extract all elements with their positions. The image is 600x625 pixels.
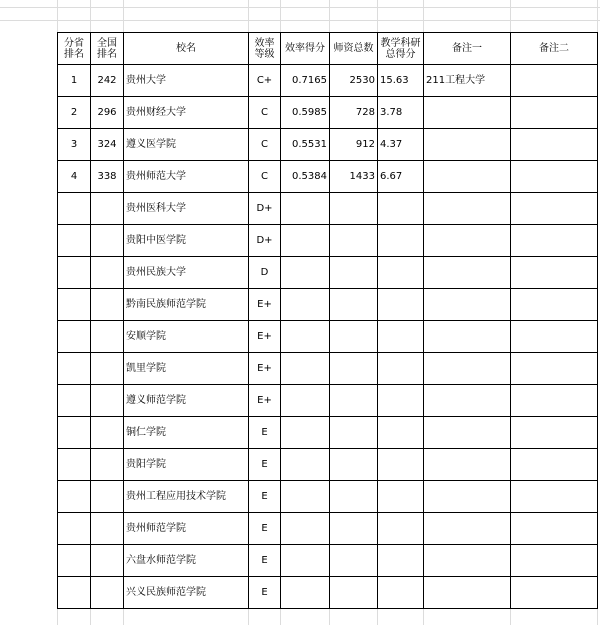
table-row xyxy=(58,193,598,225)
cell-school-name[interactable]: 贵州工程应用技术学院 xyxy=(124,481,249,513)
cell-teach-score[interactable]: 6.67 xyxy=(378,161,424,193)
cell-eff-score[interactable]: 0.5985 xyxy=(281,97,330,129)
cell-faculty[interactable] xyxy=(330,225,378,257)
table-row xyxy=(58,225,598,257)
cell-school-name[interactable]: 贵州财经大学 xyxy=(124,97,249,129)
cell-nat-rank[interactable]: 338 xyxy=(91,161,124,193)
cell-teach-score[interactable] xyxy=(378,545,424,577)
cell-eff-score[interactable] xyxy=(281,449,330,481)
cell-note1[interactable] xyxy=(424,321,511,353)
cell-eff-score[interactable]: 0.5531 xyxy=(281,129,330,161)
cell-eff-score[interactable] xyxy=(281,417,330,449)
cell-teach-score[interactable] xyxy=(378,417,424,449)
cell-grade[interactable]: E+ xyxy=(249,289,281,321)
cell-note2[interactable] xyxy=(511,449,598,481)
cell-prov-rank[interactable] xyxy=(58,225,91,257)
cell-teach-score[interactable] xyxy=(378,353,424,385)
cell-nat-rank[interactable]: 324 xyxy=(91,129,124,161)
cell-grade[interactable]: E xyxy=(249,449,281,481)
cell-nat-rank[interactable] xyxy=(91,321,124,353)
cell-grade[interactable]: E+ xyxy=(249,353,281,385)
table-row xyxy=(58,417,598,449)
cell-school-name[interactable]: 贵阳中医学院 xyxy=(124,225,249,257)
cell-note2[interactable] xyxy=(511,353,598,385)
cell-eff-score[interactable] xyxy=(281,513,330,545)
cell-faculty[interactable]: 912 xyxy=(330,129,378,161)
table-row xyxy=(58,577,598,609)
cell-nat-rank[interactable] xyxy=(91,417,124,449)
table-row xyxy=(58,129,598,161)
cell-prov-rank[interactable]: 2 xyxy=(58,97,91,129)
cell-teach-score[interactable]: 15.63 xyxy=(378,65,424,97)
cell-faculty[interactable] xyxy=(330,385,378,417)
table-row xyxy=(58,289,598,321)
cell-teach-score[interactable] xyxy=(378,513,424,545)
cell-nat-rank[interactable] xyxy=(91,449,124,481)
cell-teach-score[interactable] xyxy=(378,225,424,257)
cell-grade[interactable]: C xyxy=(249,161,281,193)
cell-eff-score[interactable] xyxy=(281,321,330,353)
cell-eff-score[interactable] xyxy=(281,193,330,225)
cell-prov-rank[interactable] xyxy=(58,353,91,385)
table-row xyxy=(58,449,598,481)
cell-nat-rank[interactable] xyxy=(91,385,124,417)
table-row xyxy=(58,97,598,129)
cell-faculty[interactable] xyxy=(330,513,378,545)
cell-prov-rank[interactable] xyxy=(58,289,91,321)
table-row xyxy=(58,545,598,577)
cell-faculty[interactable] xyxy=(330,321,378,353)
cell-prov-rank[interactable] xyxy=(58,193,91,225)
cell-note1[interactable] xyxy=(424,225,511,257)
cell-prov-rank[interactable]: 4 xyxy=(58,161,91,193)
header-teach-score[interactable]: 教学科研 总得分 xyxy=(378,33,424,65)
cell-faculty[interactable] xyxy=(330,449,378,481)
cell-prov-rank[interactable] xyxy=(58,513,91,545)
cell-nat-rank[interactable] xyxy=(91,577,124,609)
cell-note1[interactable] xyxy=(424,193,511,225)
cell-teach-score[interactable] xyxy=(378,257,424,289)
cell-faculty[interactable] xyxy=(330,545,378,577)
cell-teach-score[interactable] xyxy=(378,193,424,225)
cell-faculty[interactable] xyxy=(330,193,378,225)
cell-note2[interactable] xyxy=(511,385,598,417)
cell-prov-rank[interactable] xyxy=(58,481,91,513)
cell-school-name[interactable]: 兴义民族师范学院 xyxy=(124,577,249,609)
cell-note2[interactable] xyxy=(511,129,598,161)
header-grade[interactable]: 效率 等级 xyxy=(249,33,281,65)
cell-faculty[interactable] xyxy=(330,577,378,609)
cell-school-name[interactable]: 贵州民族大学 xyxy=(124,257,249,289)
cell-school-name[interactable]: 六盘水师范学院 xyxy=(124,545,249,577)
cell-note1[interactable]: 211工程大学 xyxy=(424,65,511,97)
table-row xyxy=(58,513,598,545)
cell-teach-score[interactable]: 3.78 xyxy=(378,97,424,129)
cell-note2[interactable] xyxy=(511,481,598,513)
cell-grade[interactable]: E+ xyxy=(249,321,281,353)
cell-school-name[interactable]: 贵阳学院 xyxy=(124,449,249,481)
cell-eff-score[interactable] xyxy=(281,385,330,417)
cell-note1[interactable] xyxy=(424,257,511,289)
cell-faculty[interactable]: 728 xyxy=(330,97,378,129)
table-row xyxy=(58,353,598,385)
cell-note1[interactable] xyxy=(424,449,511,481)
table-row xyxy=(58,161,598,193)
header-nat-rank[interactable]: 全国 排名 xyxy=(91,33,124,65)
cell-note1[interactable] xyxy=(424,545,511,577)
cell-teach-score[interactable] xyxy=(378,481,424,513)
cell-school-name[interactable]: 贵州医科大学 xyxy=(124,193,249,225)
header-name[interactable]: 校名 xyxy=(124,33,249,65)
cell-school-name[interactable]: 铜仁学院 xyxy=(124,417,249,449)
cell-eff-score[interactable] xyxy=(281,225,330,257)
cell-eff-score[interactable] xyxy=(281,289,330,321)
cell-grade[interactable]: E xyxy=(249,545,281,577)
cell-note1[interactable] xyxy=(424,513,511,545)
cell-teach-score[interactable] xyxy=(378,449,424,481)
cell-note2[interactable] xyxy=(511,161,598,193)
university-ranking-table xyxy=(57,32,598,609)
header-row xyxy=(58,33,598,65)
cell-note2[interactable] xyxy=(511,577,598,609)
header-note1[interactable]: 备注一 xyxy=(424,33,511,65)
cell-note2[interactable] xyxy=(511,65,598,97)
cell-faculty[interactable] xyxy=(330,417,378,449)
cell-eff-score[interactable] xyxy=(281,257,330,289)
table-row xyxy=(58,65,598,97)
cell-eff-score[interactable]: 0.7165 xyxy=(281,65,330,97)
cell-faculty[interactable] xyxy=(330,353,378,385)
cell-grade[interactable]: D+ xyxy=(249,225,281,257)
cell-teach-score[interactable] xyxy=(378,577,424,609)
cell-grade[interactable]: C xyxy=(249,97,281,129)
cell-note2[interactable] xyxy=(511,417,598,449)
cell-nat-rank[interactable]: 242 xyxy=(91,65,124,97)
cell-prov-rank[interactable]: 1 xyxy=(58,65,91,97)
cell-nat-rank[interactable] xyxy=(91,353,124,385)
cell-prov-rank[interactable] xyxy=(58,577,91,609)
cell-faculty[interactable] xyxy=(330,257,378,289)
cell-prov-rank[interactable] xyxy=(58,417,91,449)
cell-note2[interactable] xyxy=(511,289,598,321)
cell-note2[interactable] xyxy=(511,513,598,545)
cell-eff-score[interactable] xyxy=(281,545,330,577)
cell-note2[interactable] xyxy=(511,257,598,289)
cell-grade[interactable]: E xyxy=(249,577,281,609)
cell-school-name[interactable]: 凯里学院 xyxy=(124,353,249,385)
cell-nat-rank[interactable] xyxy=(91,481,124,513)
cell-eff-score[interactable] xyxy=(281,353,330,385)
cell-nat-rank[interactable]: 296 xyxy=(91,97,124,129)
cell-teach-score[interactable] xyxy=(378,289,424,321)
cell-grade[interactable]: C+ xyxy=(249,65,281,97)
cell-nat-rank[interactable] xyxy=(91,289,124,321)
cell-nat-rank[interactable] xyxy=(91,193,124,225)
cell-school-name[interactable]: 贵州师范大学 xyxy=(124,161,249,193)
cell-nat-rank[interactable] xyxy=(91,513,124,545)
cell-prov-rank[interactable]: 3 xyxy=(58,129,91,161)
header-faculty[interactable]: 师资总数 xyxy=(330,33,378,65)
cell-nat-rank[interactable] xyxy=(91,257,124,289)
cell-school-name[interactable]: 遵义医学院 xyxy=(124,129,249,161)
cell-note2[interactable] xyxy=(511,97,598,129)
cell-note1[interactable] xyxy=(424,417,511,449)
cell-note1[interactable] xyxy=(424,161,511,193)
table-row xyxy=(58,321,598,353)
header-note2[interactable]: 备注二 xyxy=(511,33,598,65)
cell-nat-rank[interactable] xyxy=(91,545,124,577)
cell-grade[interactable]: E xyxy=(249,513,281,545)
cell-prov-rank[interactable] xyxy=(58,257,91,289)
cell-faculty[interactable]: 1433 xyxy=(330,161,378,193)
cell-grade[interactable]: E xyxy=(249,481,281,513)
cell-prov-rank[interactable] xyxy=(58,545,91,577)
cell-faculty[interactable] xyxy=(330,481,378,513)
cell-note1[interactable] xyxy=(424,289,511,321)
cell-grade[interactable]: D xyxy=(249,257,281,289)
cell-teach-score[interactable] xyxy=(378,385,424,417)
cell-grade[interactable]: C xyxy=(249,129,281,161)
cell-school-name[interactable]: 安顺学院 xyxy=(124,321,249,353)
cell-nat-rank[interactable] xyxy=(91,225,124,257)
cell-note1[interactable] xyxy=(424,129,511,161)
cell-note1[interactable] xyxy=(424,577,511,609)
cell-note2[interactable] xyxy=(511,193,598,225)
cell-school-name[interactable]: 贵州师范学院 xyxy=(124,513,249,545)
cell-prov-rank[interactable] xyxy=(58,449,91,481)
table-row xyxy=(58,385,598,417)
cell-grade[interactable]: E+ xyxy=(249,385,281,417)
cell-school-name[interactable]: 遵义师范学院 xyxy=(124,385,249,417)
cell-eff-score[interactable] xyxy=(281,481,330,513)
cell-note1[interactable] xyxy=(424,97,511,129)
cell-school-name[interactable]: 贵州大学 xyxy=(124,65,249,97)
table-row xyxy=(58,257,598,289)
cell-note2[interactable] xyxy=(511,321,598,353)
cell-grade[interactable]: D+ xyxy=(249,193,281,225)
cell-teach-score[interactable] xyxy=(378,321,424,353)
cell-eff-score[interactable]: 0.5384 xyxy=(281,161,330,193)
cell-grade[interactable]: E xyxy=(249,417,281,449)
cell-note1[interactable] xyxy=(424,385,511,417)
cell-note1[interactable] xyxy=(424,481,511,513)
table-row xyxy=(58,481,598,513)
cell-faculty[interactable]: 2530 xyxy=(330,65,378,97)
header-eff-score[interactable]: 效率得分 xyxy=(281,33,330,65)
cell-note2[interactable] xyxy=(511,225,598,257)
header-prov-rank[interactable]: 分省 排名 xyxy=(58,33,91,65)
cell-note2[interactable] xyxy=(511,545,598,577)
cell-school-name[interactable]: 黔南民族师范学院 xyxy=(124,289,249,321)
cell-teach-score[interactable]: 4.37 xyxy=(378,129,424,161)
cell-eff-score[interactable] xyxy=(281,577,330,609)
cell-prov-rank[interactable] xyxy=(58,385,91,417)
cell-note1[interactable] xyxy=(424,353,511,385)
cell-faculty[interactable] xyxy=(330,289,378,321)
cell-prov-rank[interactable] xyxy=(58,321,91,353)
